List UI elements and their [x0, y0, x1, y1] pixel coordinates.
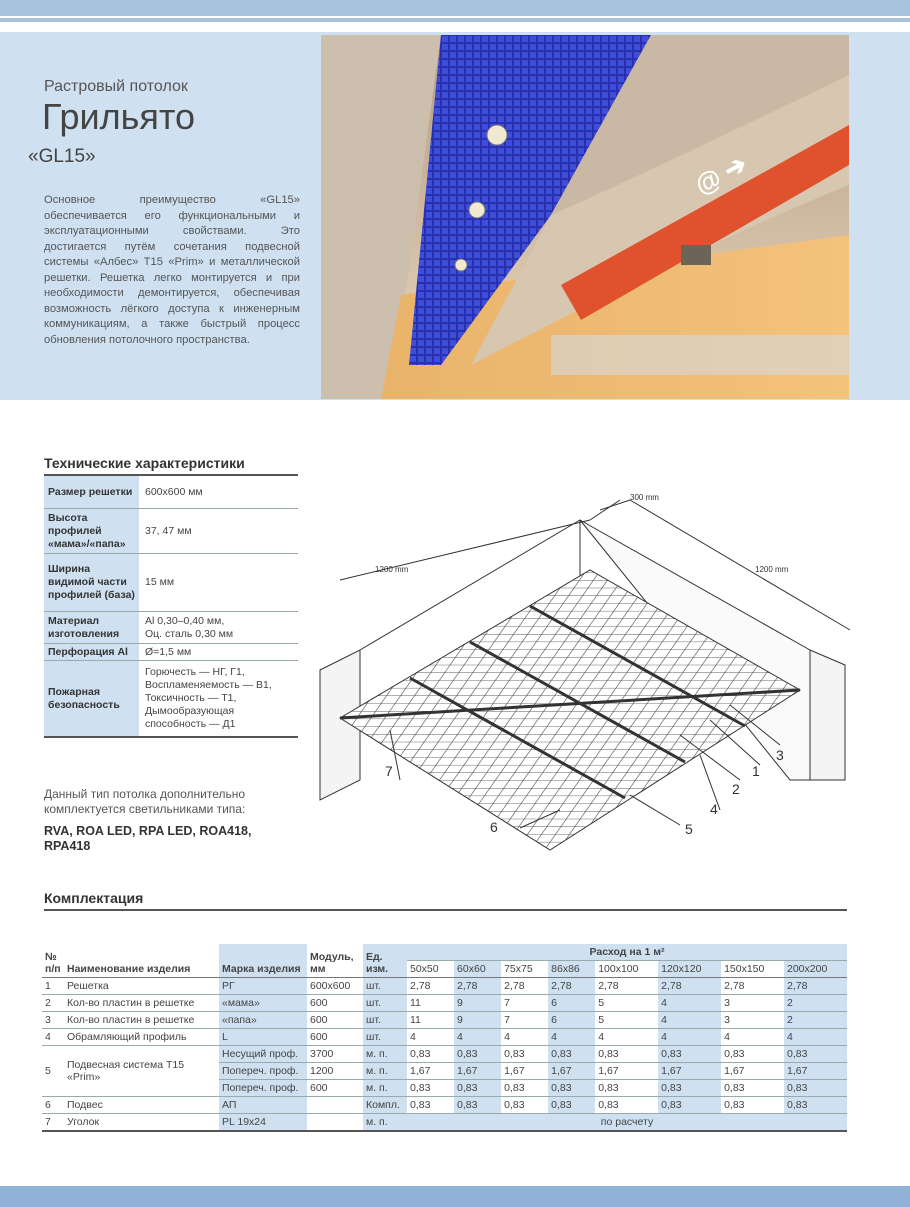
top-thin-stripe	[0, 18, 910, 22]
kit-row	[42, 1029, 847, 1046]
tech-label: Материал изготовления	[44, 612, 139, 643]
kit-cell: 4	[42, 1029, 64, 1046]
kit-cell: 1,67	[658, 1063, 721, 1080]
col-name: Наименование изделия	[64, 944, 219, 978]
size-header: 86x86	[548, 961, 595, 978]
callout-1: 1	[752, 763, 760, 779]
ceiling-diagram	[300, 480, 860, 880]
kit-cell	[307, 1114, 363, 1131]
kit-cell: L	[219, 1029, 307, 1046]
kit-cell	[307, 1097, 363, 1114]
kit-cell: 0,83	[501, 1046, 548, 1063]
kit-cell: Попереч. проф.	[219, 1080, 307, 1097]
kit-cell: 0,83	[721, 1097, 784, 1114]
kit-cell: 2,78	[721, 978, 784, 995]
kit-row	[42, 1097, 847, 1114]
size-header: 60x60	[454, 961, 501, 978]
tech-label: Высота профилей «мама»/«папа»	[44, 509, 139, 553]
kit-cell: 600х600	[307, 978, 363, 995]
kit-cell: 4	[454, 1029, 501, 1046]
kit-cell: 3	[42, 1012, 64, 1029]
kit-cell: 2	[784, 1012, 847, 1029]
kit-cell: 0,83	[454, 1046, 501, 1063]
kit-cell: 0,83	[548, 1097, 595, 1114]
kit-cell: 9	[454, 995, 501, 1012]
tech-label: Пожарная безопасность	[44, 661, 139, 736]
tech-row	[44, 661, 298, 738]
dim-right-label: 1200 mm	[755, 565, 789, 574]
kit-cell: шт.	[363, 978, 407, 995]
kit-cell: 7	[42, 1114, 64, 1131]
kit-cell: 5	[42, 1046, 64, 1097]
kit-table	[42, 944, 847, 1132]
kit-cell: 0,83	[548, 1080, 595, 1097]
kit-cell: «папа»	[219, 1012, 307, 1029]
kit-cell: 0,83	[548, 1046, 595, 1063]
tech-row	[44, 554, 298, 612]
kit-cell: 0,83	[501, 1080, 548, 1097]
callout-4: 4	[710, 801, 718, 817]
kit-cell: 2,78	[548, 978, 595, 995]
kit-cell: шт.	[363, 1029, 407, 1046]
kit-cell: 7	[501, 995, 548, 1012]
kit-cell: 11	[407, 995, 454, 1012]
kit-cell: 2,78	[784, 978, 847, 995]
ceiling-photo	[321, 35, 849, 399]
kit-cell: 0,83	[454, 1097, 501, 1114]
kit-cell: 1,67	[784, 1063, 847, 1080]
size-header: 150x150	[721, 961, 784, 978]
kit-cell: 4	[721, 1029, 784, 1046]
hero-description: Основное преимущество «GL15» обеспечивается его функциональными и эксплуатационными свойствами. Это достигается путём сочетания подвесной системы «Албес» T15 «Prim» и металлической решетки. Решетка легко монтируется и при необходимости демонтируется, обеспечивая возможность лёгкого доступа к инженерным коммуникациям, а также быстрый процесс обновления потолочного пространства.	[44, 194, 300, 346]
kit-cell: 4	[595, 1029, 658, 1046]
kit-cell: Компл.	[363, 1097, 407, 1114]
kit-cell: 11	[407, 1012, 454, 1029]
svg-text:@ ➔: @ ➔	[689, 148, 752, 201]
kit-cell: РГ	[219, 978, 307, 995]
size-header: 50x50	[407, 961, 454, 978]
kit-cell: 7	[501, 1012, 548, 1029]
kit-cell: 4	[658, 1029, 721, 1046]
kit-cell: 0,83	[595, 1046, 658, 1063]
kit-cell: 2	[784, 995, 847, 1012]
kit-body	[42, 978, 847, 1131]
kit-cell: 600	[307, 1080, 363, 1097]
kit-cell: 0,83	[407, 1080, 454, 1097]
kit-cell: Несущий проф.	[219, 1046, 307, 1063]
kit-cell: 4	[501, 1029, 548, 1046]
kit-cell: 0,83	[658, 1097, 721, 1114]
kit-cell: 0,83	[595, 1097, 658, 1114]
kit-row	[42, 1012, 847, 1029]
kit-cell: 600	[307, 995, 363, 1012]
kit-cell: м. п.	[363, 1046, 407, 1063]
kit-cell: 1200	[307, 1063, 363, 1080]
col-consumption: Расход на 1 м²	[407, 944, 847, 961]
kit-cell: 1,67	[595, 1063, 658, 1080]
kit-cell: м. п.	[363, 1114, 407, 1131]
tech-table	[44, 476, 298, 738]
kit-title: Комплектация	[44, 890, 144, 906]
kit-cell: Подвесная система T15 «Prim»	[64, 1046, 219, 1097]
tech-row	[44, 476, 298, 509]
kit-cell: 6	[42, 1097, 64, 1114]
kit-cell: шт.	[363, 995, 407, 1012]
kit-cell: Кол-во пластин в решетке	[64, 995, 219, 1012]
bottom-stripe	[0, 1186, 910, 1207]
kit-cell: 6	[548, 995, 595, 1012]
dim-left-label: 1200 mm	[375, 565, 409, 574]
kit-cell: 4	[407, 1029, 454, 1046]
callout-3: 3	[776, 747, 784, 763]
kit-cell: 0,83	[658, 1080, 721, 1097]
kit-cell: 4	[658, 995, 721, 1012]
dim-top-label: 300 mm	[630, 493, 659, 502]
tech-row	[44, 644, 298, 661]
tech-value: Горючесть — НГ, Г1, Воспламеняемость — В1, Токсичность — Т1, Дымообразующая способность — Д1	[145, 666, 272, 730]
kit-cell: 0,83	[454, 1080, 501, 1097]
col-unit: Ед. изм.	[363, 944, 407, 978]
kit-cell: «мама»	[219, 995, 307, 1012]
kit-row	[42, 978, 847, 995]
callout-2: 2	[732, 781, 740, 797]
callout-6: 6	[490, 819, 498, 835]
kit-cell: 2,78	[454, 978, 501, 995]
tech-label: Размер решетки	[44, 476, 139, 508]
kit-cell: 1,67	[407, 1063, 454, 1080]
size-header: 200x200	[784, 961, 847, 978]
kit-row	[42, 1046, 847, 1063]
callout-7: 7	[385, 763, 393, 779]
size-header: 100x100	[595, 961, 658, 978]
tech-value: Ø=1,5 мм	[145, 645, 192, 658]
kit-cell: АП	[219, 1097, 307, 1114]
hero-subtitle: Растровый потолок	[44, 78, 188, 95]
kit-cell: Решетка	[64, 978, 219, 995]
tech-row	[44, 509, 298, 554]
kit-cell: м. п.	[363, 1080, 407, 1097]
kit-cell: 2,78	[501, 978, 548, 995]
kit-cell: 600	[307, 1012, 363, 1029]
kit-row	[42, 995, 847, 1012]
tech-row	[44, 612, 298, 644]
hero-title: Грильято	[42, 96, 195, 137]
kit-cell: 0,83	[501, 1097, 548, 1114]
hero-panel-edge	[850, 32, 910, 400]
kit-cell: 600	[307, 1029, 363, 1046]
kit-cell: 2,78	[658, 978, 721, 995]
fixtures-models: RVA, ROA LED, RPA LED, ROA418, RPA418	[44, 824, 252, 853]
kit-cell: Подвес	[64, 1097, 219, 1114]
size-header: 75x75	[501, 961, 548, 978]
fixtures-text: Данный тип потолка дополнительно комплектуется светильниками типа:	[44, 787, 246, 816]
kit-cell: Кол-во пластин в решетке	[64, 1012, 219, 1029]
kit-cell: 1,67	[501, 1063, 548, 1080]
tech-label: Ширина видимой части профилей (база)	[44, 554, 139, 611]
hero-code: «GL15»	[28, 146, 96, 167]
kit-cell: 4	[548, 1029, 595, 1046]
kit-cell: 0,83	[721, 1046, 784, 1063]
kit-row	[42, 1114, 847, 1131]
kit-cell: 0,83	[721, 1080, 784, 1097]
kit-cell: 1	[42, 978, 64, 995]
kit-cell: 6	[548, 1012, 595, 1029]
kit-cell: 3	[721, 995, 784, 1012]
tech-value: 37, 47 мм	[145, 524, 192, 537]
kit-cell: 9	[454, 1012, 501, 1029]
kit-cell: 0,83	[784, 1046, 847, 1063]
kit-cell: 0,83	[658, 1046, 721, 1063]
kit-cell: 2,78	[407, 978, 454, 995]
kit-cell: PL 19x24	[219, 1114, 307, 1131]
kit-cell: 0,83	[595, 1080, 658, 1097]
tech-value: 600х600 мм	[145, 485, 203, 498]
callout-5: 5	[685, 821, 693, 837]
kit-cell: Обрамляющий профиль	[64, 1029, 219, 1046]
col-mark: Марка изделия	[219, 944, 307, 978]
kit-cell: шт.	[363, 1012, 407, 1029]
kit-cell: 2	[42, 995, 64, 1012]
kit-cell: 0,83	[407, 1097, 454, 1114]
size-header: 120x120	[658, 961, 721, 978]
kit-cell: 2,78	[595, 978, 658, 995]
kit-cell: м. п.	[363, 1063, 407, 1080]
kit-cell: 1,67	[454, 1063, 501, 1080]
kit-cell: 4	[658, 1012, 721, 1029]
kit-cell: 4	[784, 1029, 847, 1046]
kit-cell: Уголок	[64, 1114, 219, 1131]
col-num: № п/п	[42, 944, 64, 978]
tech-title: Технические характеристики	[44, 455, 245, 471]
top-stripe	[0, 0, 910, 16]
kit-cell: 1,67	[721, 1063, 784, 1080]
kit-title-rule	[44, 909, 847, 911]
kit-cell: 1,67	[548, 1063, 595, 1080]
kit-cell: 0,83	[784, 1097, 847, 1114]
tech-value: Al 0,30–0,40 мм, Оц. сталь 0,30 мм	[145, 614, 234, 640]
kit-cell: 3	[721, 1012, 784, 1029]
kit-cell: 0,83	[407, 1046, 454, 1063]
col-module: Модуль, мм	[307, 944, 363, 978]
tech-value: 15 мм	[145, 576, 175, 588]
kit-cell: 5	[595, 995, 658, 1012]
kit-cell: 5	[595, 1012, 658, 1029]
kit-cell: Попереч. проф.	[219, 1063, 307, 1080]
kit-cell: по расчету	[407, 1114, 847, 1131]
kit-cell: 0,83	[784, 1080, 847, 1097]
tech-label: Перфорация Al	[44, 644, 139, 660]
kit-cell: 3700	[307, 1046, 363, 1063]
